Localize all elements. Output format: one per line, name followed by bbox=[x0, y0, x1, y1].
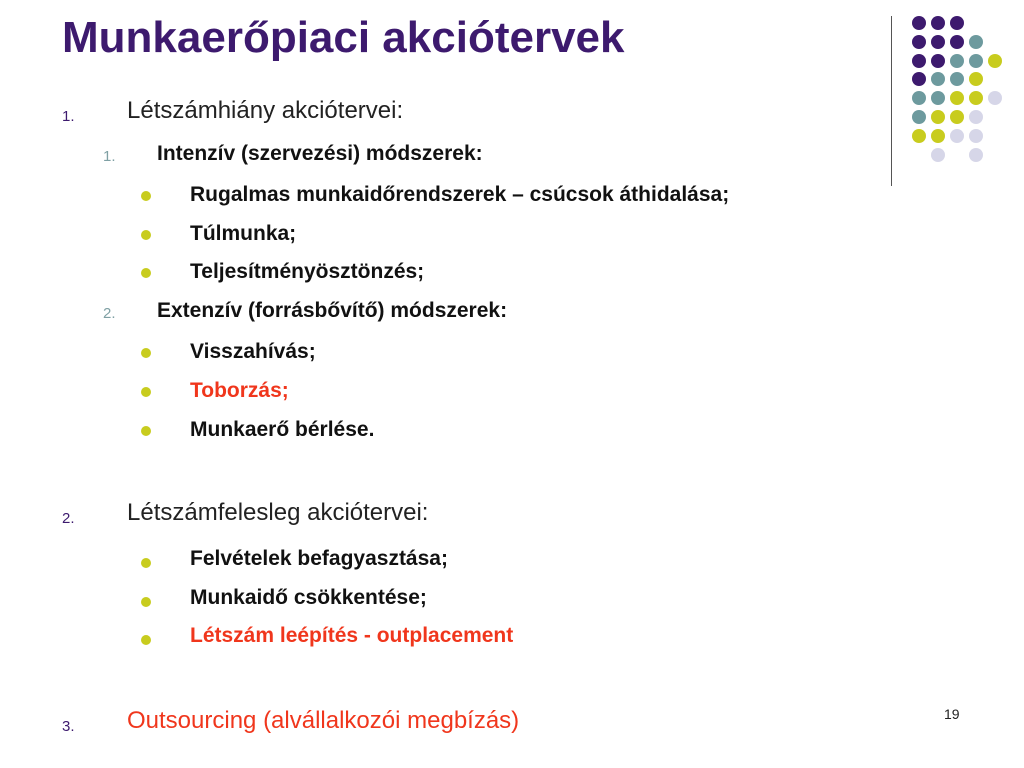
bullet-icon bbox=[141, 268, 151, 278]
decorative-dot bbox=[969, 72, 983, 86]
list-item: Felvételek befagyasztása; bbox=[190, 547, 448, 570]
decorative-dot bbox=[950, 16, 964, 30]
bullet-icon bbox=[141, 635, 151, 645]
bullet-icon bbox=[141, 597, 151, 607]
slide-title: Munkaerőpiaci akciótervek bbox=[62, 13, 625, 62]
decorative-dot bbox=[912, 110, 926, 124]
decorative-dot bbox=[988, 54, 1002, 68]
section-1-label: Létszámhiány akciótervei: bbox=[127, 97, 404, 124]
decorative-dot bbox=[950, 72, 964, 86]
decorative-dot bbox=[969, 54, 983, 68]
decorative-dot bbox=[950, 110, 964, 124]
bullet-icon bbox=[141, 558, 151, 568]
section-3-number: 3. bbox=[62, 718, 75, 735]
decorative-dot bbox=[931, 110, 945, 124]
bullet-icon bbox=[141, 426, 151, 436]
bullet-icon bbox=[141, 348, 151, 358]
decorative-dot bbox=[912, 54, 926, 68]
page-number: 19 bbox=[944, 706, 960, 722]
section-1-number: 1. bbox=[62, 108, 75, 125]
decorative-dot bbox=[931, 129, 945, 143]
decorative-dot bbox=[912, 129, 926, 143]
decorative-dot bbox=[988, 91, 1002, 105]
list-item: Túlmunka; bbox=[190, 222, 297, 245]
decorative-dot bbox=[969, 91, 983, 105]
decorative-dot bbox=[912, 35, 926, 49]
decorative-dot bbox=[931, 148, 945, 162]
subsection-1-number: 1. bbox=[103, 148, 116, 165]
decorative-dot bbox=[931, 91, 945, 105]
subsection-2-number: 2. bbox=[103, 305, 116, 322]
list-item-highlighted: Létszám leépítés - outplacement bbox=[190, 624, 514, 647]
list-item: Munkaidő csökkentése; bbox=[190, 586, 427, 609]
bullet-icon bbox=[141, 191, 151, 201]
list-item: Munkaerő bérlése. bbox=[190, 418, 375, 441]
decorative-dot bbox=[969, 129, 983, 143]
decorative-dot bbox=[931, 72, 945, 86]
bullet-icon bbox=[141, 230, 151, 240]
decorative-dot bbox=[912, 16, 926, 30]
subsection-2-label: Extenzív (forrásbővítő) módszerek: bbox=[157, 299, 508, 322]
decorative-dot bbox=[931, 54, 945, 68]
decorative-dot bbox=[969, 110, 983, 124]
decorative-dot bbox=[950, 91, 964, 105]
decorative-dot bbox=[912, 72, 926, 86]
decorative-dot bbox=[950, 129, 964, 143]
list-item: Teljesítményösztönzés; bbox=[190, 260, 425, 283]
decorative-dot bbox=[931, 16, 945, 30]
decorative-dot bbox=[950, 54, 964, 68]
decorative-dot bbox=[969, 35, 983, 49]
list-item: Visszahívás; bbox=[190, 340, 316, 363]
list-item: Rugalmas munkaidőrendszerek – csúcsok áthidalása; bbox=[190, 183, 730, 206]
bullet-icon bbox=[141, 387, 151, 397]
section-2-label: Létszámfelesleg akciótervei: bbox=[127, 499, 429, 526]
section-2-number: 2. bbox=[62, 510, 75, 527]
subsection-1-label: Intenzív (szervezési) módszerek: bbox=[157, 142, 483, 165]
decorative-dot bbox=[912, 91, 926, 105]
list-item-highlighted: Toborzás; bbox=[190, 379, 289, 402]
section-3-label: Outsourcing (alvállalkozói megbízás) bbox=[127, 707, 520, 734]
decorative-dot bbox=[950, 35, 964, 49]
decorative-dot bbox=[969, 148, 983, 162]
decorative-dot bbox=[931, 35, 945, 49]
